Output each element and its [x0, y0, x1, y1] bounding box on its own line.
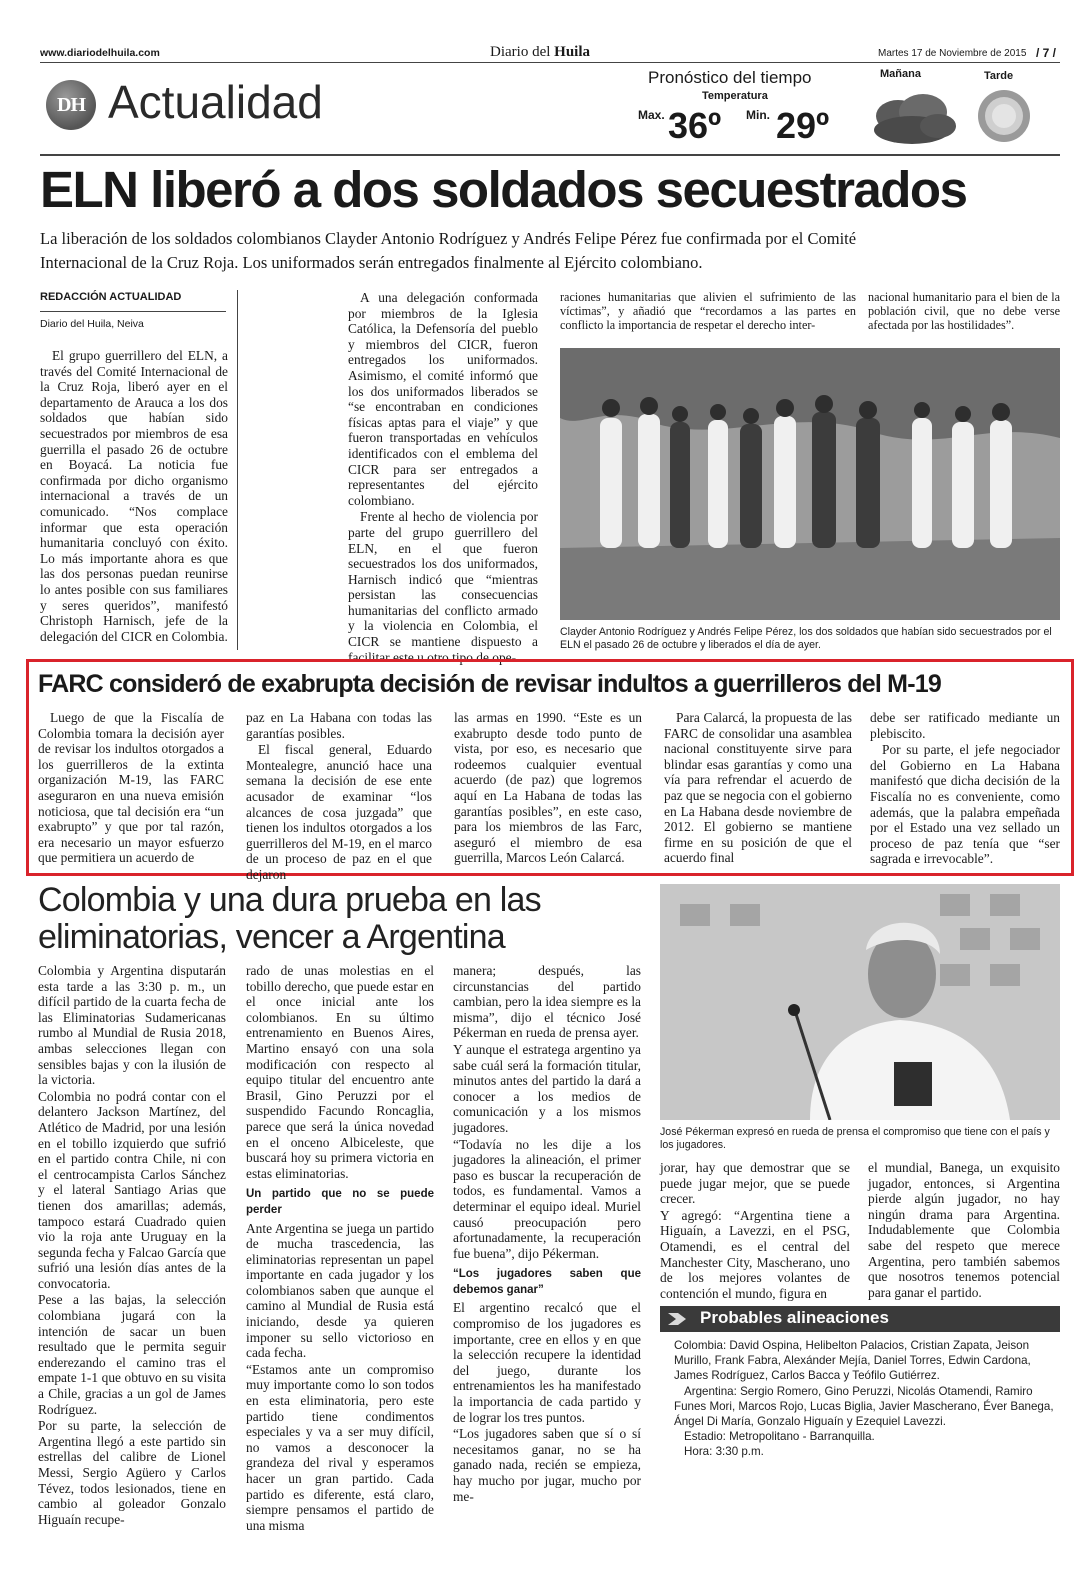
lineups-title: Probables alineaciones: [700, 1308, 889, 1327]
story2-col5a-text: debe ser ratificado mediante un plebiscito.: [870, 710, 1060, 741]
page-number: / 7 /: [1036, 46, 1057, 60]
morning-label: Mañana: [880, 68, 921, 80]
story2-col4: [664, 710, 852, 867]
header-rule: [40, 62, 1060, 63]
story2-col5b-text: Por su parte, el jefe negociador del Gobierno en La Habana manifestó que dicha decisión de la Fiscalía no es conveniente, como además, que la palabra empeñada por el Estado una vez sellado un proceso de paz tenía que “ser sagrada e irrevocable”.: [870, 742, 1060, 867]
lineups-title-bar: [660, 1306, 1060, 1332]
lineup-argentina: Argentina: Sergio Romero, Gino Peruzzi, Nicolás Otamendi, Ramiro Funes Mori, Marcos Rojo, Lucas Biglia, Javier Mascherano, Éver Banega, Ángel Di María, Gonzalo Higuaín y Ezequiel Lavezzi.: [674, 1384, 1054, 1429]
story1-col1: [40, 348, 228, 645]
weather-title: Pronóstico del tiempo: [648, 68, 812, 87]
story1-col3: [560, 290, 856, 334]
lineups-box: [660, 1306, 1060, 1466]
cloud-icon: [868, 86, 960, 148]
story2-col1: [38, 710, 224, 867]
story3-col2c-text: “Estamos ante un compromiso muy importante como lo son todos en esta eliminatoria, pero este partido tiene condimentos especiales y va a ser muy difícil, no vamos a desconocer la grandeza del rival y esperamos hacer un gran partido. Cada partido es diferente, está claro, siempre pensamos el partido de una misma: [246, 1361, 434, 1533]
story1-col2b-text: Frente al hecho de violencia por parte del grupo guerrillero del ELN, en el que fueron secuestrados los dos uniformados, Harnisch indicó que “mientras persistan las consecuencias humanitarias del conflicto armado y la violencia en Colombia, el CICR se mantiene dispuesto a facilitar este u otro tipo de ope-: [348, 509, 538, 665]
story3-col4: [660, 1160, 850, 1302]
story2-col3: [454, 710, 642, 867]
lineup-colombia: Colombia: David Ospina, Helibelton Palacios, Cristian Zapata, Jeison Murillo, Frank Fabra, Alexánder Mejía, Daniel Torres, Edwin Cardona, James Rodríguez, Carlos Bacca y Teófilo Gutiérrez.: [674, 1339, 1031, 1383]
story3-headline: [38, 882, 658, 956]
story3-headline-line1: Colombia y una dura prueba en las: [38, 881, 541, 919]
story3-col3: [453, 963, 641, 1505]
weather-subtitle: Temperatura: [702, 90, 768, 102]
afternoon-label: Tarde: [984, 70, 1014, 82]
story3-photo-caption: José Pékerman expresó en rueda de prensa el compromiso que tiene con el país y los jugadores.: [660, 1126, 1050, 1151]
story2-col4-text: Para Calarcá, la propuesta de las FARC de consolidar una asamblea nacional constituyente sirve para blindar esas garantías y como una vía para refrendar el acuerdo de paz que se negocia con el gobierno en La Habana desde noviembre de 2012. El gobierno se mantiene firme en su posición de que el acuerdo final: [664, 710, 852, 866]
story1-col4: [868, 290, 1060, 334]
soldiers-photo: [560, 348, 1060, 620]
story2-col2: [246, 710, 432, 884]
story2-headline: FARC consideró de exabrupta decisión de revisar indultos a guerrilleros del M-19: [38, 670, 941, 698]
paper-name-main: Diario del: [490, 44, 555, 60]
story3-col1d-text: Por su parte, la selección de Argentina llegó a este partido sin estrellas del calibre de Lionel Messi, Sergio Agüero y Carlos Tévez, todos lesionados, tiene en cambio al goleador Gonzalo Higuaín recupe-: [38, 1418, 226, 1527]
story1-col4-text: nacional humanitario para el bien de la población civil, que no debe verse afectada por las hostilidades”.: [868, 290, 1060, 333]
lineups-body: [674, 1338, 1058, 1460]
story3-col3c-text: “Todavía no les dije a los jugadores la alineación, el primer paso es buscar la recuperación de todos, es fundamental. Vamos a determinar el equipo ideal. Muriel causó preocupación pero afortunadamente, la recuperación fue buena”, dijo Pékerman.: [453, 1136, 641, 1261]
dh-logo-text: DH: [57, 93, 85, 116]
paper-name: [490, 44, 590, 61]
story3-col4a-text: jorar, hay que demostrar que se puede jugar mejor, que se puede crecer.: [660, 1160, 850, 1207]
story2-col2a-text: paz en La Habana con todas las garantías posibles.: [246, 710, 432, 741]
sun-icon: [976, 88, 1032, 144]
paper-name-bold: Huila: [554, 44, 591, 60]
max-value: 36º: [668, 105, 722, 146]
story3-headline-line2: eliminatorias, vencer a Argentina: [38, 918, 505, 956]
story1-headline: ELN liberó a dos soldados secuestrados: [40, 161, 967, 218]
story3-col2: [246, 963, 434, 1534]
story3-col2b-text: Ante Argentina se juega un partido de mucha trascedencia, las eliminatorias representan un papel importante en cada jugador y los colombianos saben que aunque el camino al Mundial de Rusia está iniciando, desde ya quieren imponer su sello victorioso en cada fecha.: [246, 1220, 434, 1361]
story3-col3-subhead: “Los jugadores saben que debemos ganar”: [453, 1268, 641, 1296]
match-time: Hora: 3:30 p.m.: [684, 1445, 764, 1459]
dh-logo: [46, 80, 96, 130]
max-label: Max.: [638, 108, 665, 122]
story3-col3e-text: “Los jugadores saben que sí o sí necesitamos ganar, no se ha ganado nada, recién se empieza, hay mucho por jugar, mucho por me-: [453, 1426, 641, 1504]
min-value: 29º: [776, 105, 830, 146]
story3-col1c-text: Pese a las bajas, la selección colombiana jugará con la intención de sacar un buen resultado que le permita seguir enderezando el camino tras el empate 1-1 que obtuvo en su visita a Chile, gracias a un gol de James Rodríguez.: [38, 1292, 226, 1417]
story3-col3a-text: manera; después, las circunstancias del partido cambian, pero la idea siempre es la misma”, dijo el técnico José Pékerman en rueda de prensa ayer.: [453, 963, 641, 1041]
pekerman-photo: [660, 884, 1060, 1120]
story1-dateline: Diario del Huila, Neiva: [40, 318, 144, 330]
weather-box: [630, 64, 1060, 154]
story3-col2-subhead: Un partido que no se puede perder: [246, 1188, 434, 1216]
story3-col2a-text: rado de unas molestias en el tobillo derecho, que puede estar en el once inicial ante los colombianos. En su último entrenamiento en Buenos Aires, Martino ensayó con una sola modificación con respecto al equipo titular del encuentro ante Brasil, Gino Peruzzi por el suspendido Facundo Roncaglia, parece que será la única novedad en el onceno Albiceleste, que buscará hoy su primera victoria en estas eliminatorias.: [246, 963, 434, 1181]
issue-date: Martes 17 de Noviembre de 2015: [878, 48, 1027, 59]
match-stadium: Estadio: Metropolitano - Barranquilla.: [684, 1430, 875, 1444]
story1-col1-text: El grupo guerrillero del ELN, a través del Comité Internacional de la Cruz Roja, liberó ayer en el departamento de Arauca a los dos soldados que habían sido secuestrados por miembros de esa guerrilla el pasado 26 de octubre en Boyacá. La noticia fue confirmada por dicho organismo internacional a través de un comunicado. “Nos complace informar que esta operación humanitaria concluyó con éxito. Lo más importante ahora es que las dos personas puedan reunirse lo antes posible con sus familiares y seres queridos”, manifestó Christoph Harnisch, jefe de la delegación del CICR en Colombia.: [40, 348, 228, 644]
story3-col4b-text: Y agregó: “Argentina tiene a Higuaín, a Lavezzi, en el PSG, Otamendi, es el central del Manchester City, Mascherano, uno de los mejores volantes de contención el mundo, figura en: [660, 1207, 850, 1301]
lineups-arrow-icon: [666, 1311, 688, 1332]
story3-col5-text: el mundial, Banega, un exquisito jugador, entonces, si Argentina pierde algún jugador, no hay ningún drama para Argentina. Indudablemente que Colombia sabe del respeto que merece Argentina, pero también sabemos que nosotros tenemos potencial para ganar el partido.: [868, 1160, 1060, 1300]
story1-deck: La liberación de los soldados colombianos Clayder Antonio Rodríguez y Andrés Felipe Pérez fue confirmada por el Comité Internacional de la Cruz Roja. Los uniformados serán entregados finalmente al Ejército colombiano.: [40, 229, 857, 272]
story3-col1b-text: Colombia no podrá contar con el delantero Jackson Martínez, del Atlético de Madrid, por una lesión en el tobillo izquierdo que sufrió en el partido contra Chile, ni con el centrocampista Carlos Sánchez y el lateral Santiago Arias que tienen dos amarillas; además, tampoco estará Cuadrado quien vio la roja ante Uruguay en la segunda fecha y Falcao García que sufrió una lesión días antes de la convocatoria.: [38, 1088, 226, 1291]
story3-col5: [868, 1160, 1060, 1301]
byline-rule: [40, 311, 226, 312]
story2-col2b-text: El fiscal general, Eduardo Montealegre, anunció hace una semana la decisión de ese ente acusador de examinar “los alcances de cosa juzgada” que tienen los indultos otorgados a los guerrilleros del M-19, en el marco de un proceso de paz en el que dejaron: [246, 742, 432, 882]
col-divider: [237, 290, 238, 650]
story1-col2: [348, 290, 538, 666]
story1-byline: REDACCIÓN ACTUALIDAD: [40, 291, 182, 303]
story2-col5: [870, 710, 1060, 868]
section-rule: [40, 154, 1060, 156]
story1-col2a-text: A una delegación conformada por miembros de la Iglesia Católica, la Defensoría del pueblo y miembros del CICR, fueron entregados los uniformados. Asimismo, el comité informó que los dos uniformados liberados se “se encontraban en condiciones físicas aptas para el viaje” y que fueron transportadas en vehículos identificados con el emblema del CICR para ser entregados a representantes del ejército colombiano.: [348, 290, 538, 508]
story1-photo-caption: Clayder Antonio Rodríguez y Andrés Felipe Pérez, los dos soldados que habían sido secuestrados por el ELN el pasado 26 de octubre y liberados el día de ayer.: [560, 626, 1052, 651]
story3-col3b-text: Y aunque el estratega argentino ya sabe cuál será la formación titular, minutos antes del partido la dará a conocer a los medios de comunicación y a los mismos jugadores.: [453, 1041, 641, 1135]
story2-col1-text: Luego de que la Fiscalía de Colombia tomara la decisión ayer de revisar los indultos otorgados a los guerrilleros de la extinta organización M-19, las FARC aseguraron en una nueva emisión noticiosa, que tal decisión era “un exabrupto” y que por tal razón, era necesario un mayor esfuerzo que permitiera un acuerdo de: [38, 710, 224, 866]
story1-col3-text: raciones humanitarias que alivien el sufrimiento de las víctimas”, y añadió que “recordamos a las partes en conflicto la importancia de respetar el derecho inter-: [560, 290, 856, 333]
story3-col1a-text: Colombia y Argentina disputarán esta tarde a las 3:30 p. m., un difícil partido de la cuarta fecha de las Eliminatorias Sudamericanas rumbo al Mundial de Rusia 2018, ambas selecciones llegan con sensibles bajas y con la ilusión de la victoria.: [38, 963, 226, 1088]
story2-col3-text: las armas en 1990. “Este es un exabrupto desde todo punto de vista, por eso, es necesario que rodeemos cualquier eventual acuerdo (de paz) que logremos aquí en La Habana de todas las garantías posibles”, en este caso, para los miembros de las Farc, aseguró el miembro de esa guerrilla, Marcos León Calarcá.: [454, 710, 642, 866]
website-url: www.diariodelhuila.com: [40, 47, 160, 59]
min-label: Min.: [746, 108, 770, 122]
story3-col1: [38, 963, 226, 1528]
story3-col3d-text: El argentino recalcó que el compromiso de los jugadores es importante, cree en ellos y en que la selección recupere la identidad del juego, durante los entrenamientos les ha manifestado la importancia de cada partido y de lograr los tres puntos.: [453, 1300, 641, 1425]
section-title: Actualidad: [108, 76, 323, 128]
